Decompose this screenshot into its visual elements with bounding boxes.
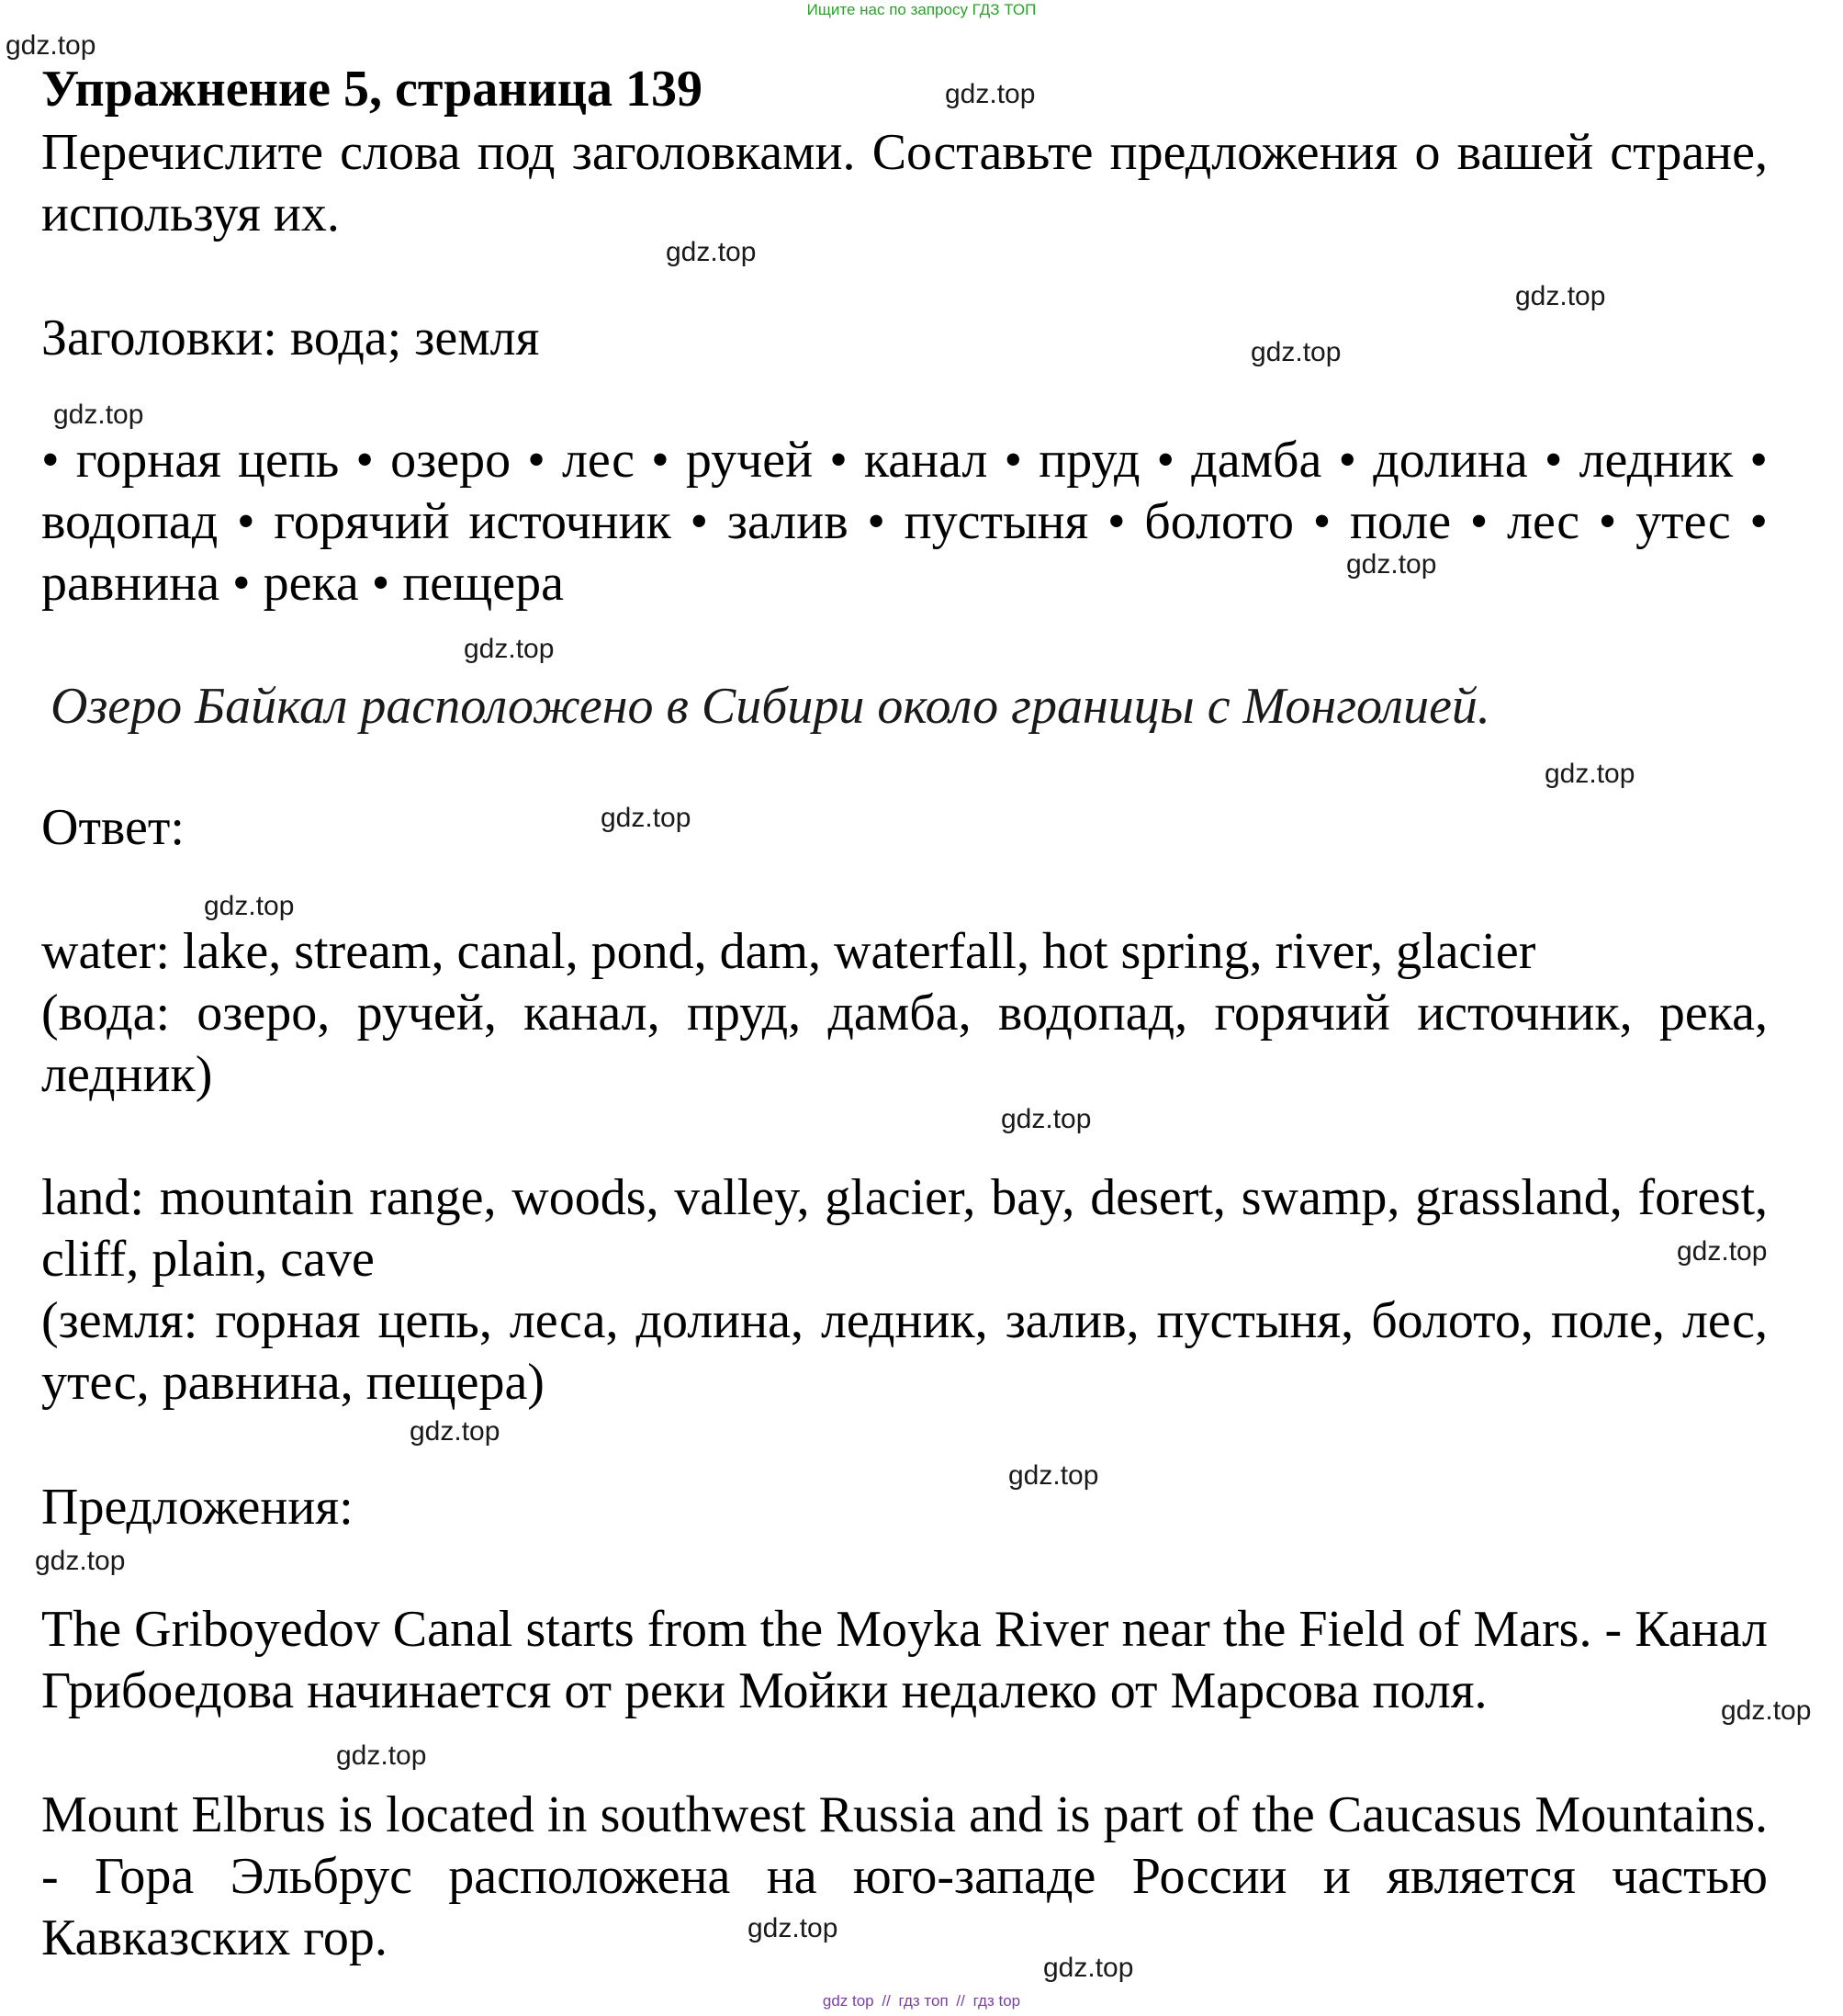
land-words-english: land: mountain range, woods, valley, glacier, bay, desert, swamp, grassland, forest, cliff, plain, cave <box>41 1169 1768 1288</box>
exercise-task: Перечислите слова под заголовками. Составьте предложения о вашей стране, используя их. <box>41 124 1768 242</box>
footer-note-separator: // <box>956 1992 965 2010</box>
watermark: gdz.top <box>747 1913 838 1943</box>
footer-note-separator: // <box>882 1992 891 2010</box>
land-words-russian: (земля: горная цепь, леса, долина, ледник, залив, пустыня, болото, поле, лес, утес, равнина, пещера) <box>41 1292 1768 1411</box>
watermark: gdz.top <box>464 634 555 664</box>
water-words-english: water: lake, stream, canal, pond, dam, waterfall, hot spring, river, glacier <box>41 923 1536 980</box>
watermark: gdz.top <box>1721 1695 1812 1726</box>
watermark: gdz.top <box>336 1740 427 1771</box>
watermark: gdz.top <box>1001 1104 1092 1134</box>
water-words-russian: (вода: озеро, ручей, канал, пруд, дамба, водопад, горячий источник, река, ледник) <box>41 985 1768 1103</box>
watermark: gdz.top <box>53 400 144 430</box>
watermark: gdz.top <box>1545 759 1635 789</box>
exercise-headings: Заголовки: вода; земля <box>41 310 540 366</box>
footer-note-part: gdz top <box>822 1992 874 2010</box>
sentence-griboyedov-canal: The Griboyedov Canal starts from the Moyka River near the Field of Mars. - Канал Грибоедова начинается от реки Мойки недалеко от Марсова поля. <box>41 1601 1768 1719</box>
watermark: gdz.top <box>1251 337 1342 367</box>
header-note: Ищите нас по запросу ГДЗ ТОП <box>806 1 1037 18</box>
watermark: gdz.top <box>1346 549 1437 580</box>
watermark: gdz.top <box>1677 1236 1768 1267</box>
footer-note-part: гдз топ <box>898 1992 949 2010</box>
sentences-label: Предложения: <box>41 1479 354 1536</box>
footer-note-part: гдз top <box>972 1992 1021 2010</box>
watermark: gdz.top <box>1008 1460 1099 1491</box>
watermark: gdz.top <box>601 803 691 833</box>
watermark: gdz.top <box>204 891 295 921</box>
exercise-title: Упражнение 5, страница 139 <box>41 61 703 118</box>
watermark: gdz.top <box>666 237 757 267</box>
example-sentence: Озеро Байкал расположено в Сибири около границы с Монголией. <box>51 678 1490 735</box>
sentence-mount-elbrus: Mount Elbrus is located in southwest Russia and is part of the Caucasus Mountains. - Гора Эльбрус расположена на юго-западе России и является частью Кавказских гор. <box>41 1786 1768 1966</box>
watermark: gdz.top <box>410 1416 500 1447</box>
word-list: • горная цепь • озеро • лес • ручей • канал • пруд • дамба • долина • ледник • водопад • горячий источник • залив • пустыня • болото • поле • лес • утес • равнина • река • пещера <box>41 432 1768 612</box>
watermark: gdz.top <box>1043 1953 1134 1983</box>
watermark: gdz.top <box>35 1546 126 1576</box>
watermark: gdz.top <box>6 30 96 61</box>
watermark: gdz.top <box>945 79 1036 109</box>
footer-note <box>0 1991 1843 2011</box>
watermark: gdz.top <box>1515 281 1606 311</box>
answer-label: Ответ: <box>41 799 185 856</box>
